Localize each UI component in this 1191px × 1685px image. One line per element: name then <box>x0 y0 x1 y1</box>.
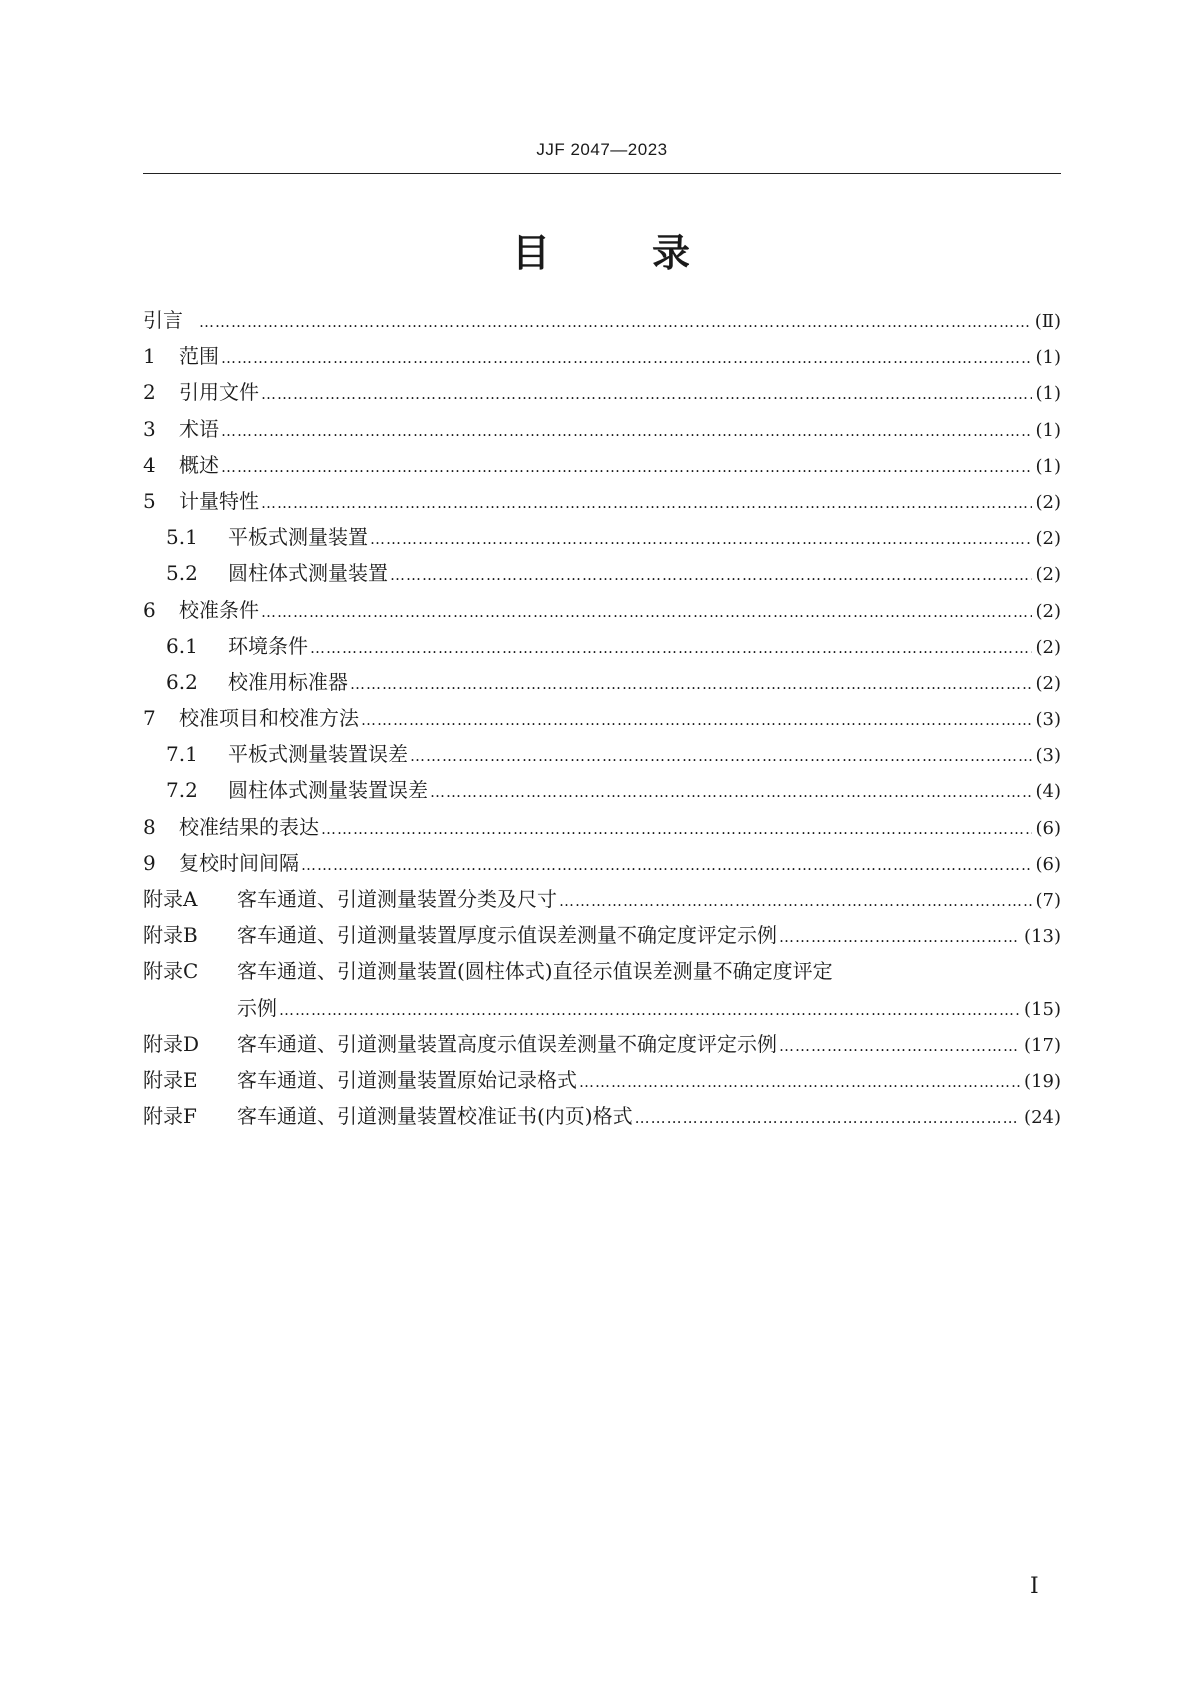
toc-label: 平板式测量装置误差 <box>228 742 408 767</box>
toc-number: 4 <box>143 452 156 477</box>
toc-number: 6.2 <box>166 669 198 694</box>
toc-label: 客车通道、引道测量装置校准证书(内页)格式 <box>237 1104 633 1129</box>
title-char-2: 录 <box>652 231 693 275</box>
toc-page: (4) <box>1035 781 1061 803</box>
toc-entry-7-1[interactable] <box>143 738 1061 774</box>
toc-leader <box>559 892 1032 910</box>
toc-number: 9 <box>143 850 156 875</box>
toc-label: 示例 <box>237 995 277 1020</box>
toc-number: 附录B <box>143 923 198 948</box>
toc-number: 5 <box>143 488 156 513</box>
toc-number: 7.1 <box>166 742 198 767</box>
title-char-1: 目 <box>511 231 552 275</box>
toc-leader <box>430 783 1032 801</box>
toc-label: 范围 <box>179 344 219 369</box>
toc-label: 引用文件 <box>179 380 259 405</box>
toc-entry-8[interactable] <box>143 811 1061 847</box>
toc-page: (15) <box>1024 998 1061 1020</box>
toc-number: 6 <box>143 597 156 622</box>
toc-leader <box>779 1037 1020 1055</box>
toc-label: 计量特性 <box>179 488 259 513</box>
toc-page: (1) <box>1035 383 1061 405</box>
toc-entry-3[interactable] <box>143 413 1061 449</box>
toc-entry-6[interactable] <box>143 594 1061 630</box>
toc-number: 附录D <box>143 1031 200 1056</box>
toc-page: (1) <box>1035 455 1061 477</box>
toc-number: 2 <box>143 380 156 405</box>
toc-entry-9[interactable] <box>143 847 1061 883</box>
toc-page: (1) <box>1035 347 1061 369</box>
toc-page: (Ⅱ) <box>1034 311 1061 332</box>
toc-leader <box>261 494 1032 512</box>
toc-leader <box>321 820 1032 838</box>
toc-entry-4[interactable] <box>143 449 1061 485</box>
toc-leader <box>310 639 1032 657</box>
toc-entry-5[interactable] <box>143 485 1061 521</box>
toc-entry-5-1[interactable] <box>143 521 1061 557</box>
toc-entry-appendix-a[interactable] <box>143 883 1061 919</box>
toc-leader <box>361 711 1032 729</box>
toc-entry-2[interactable] <box>143 376 1061 412</box>
toc-page: (19) <box>1024 1070 1061 1092</box>
toc-leader <box>221 349 1032 367</box>
toc-number: 3 <box>143 416 156 441</box>
toc-label: 客车通道、引道测量装置(圆柱体式)直径示值误差测量不确定度评定 <box>237 959 833 984</box>
toc-label: 校准结果的表达 <box>179 814 319 839</box>
toc-entry-appendix-b[interactable] <box>143 919 1061 955</box>
toc-number: 5.2 <box>166 561 198 586</box>
toc-entry-intro[interactable] <box>143 304 1061 340</box>
toc-entry-appendix-f[interactable] <box>143 1100 1061 1136</box>
toc-label: 平板式测量装置 <box>228 525 368 550</box>
toc-label: 客车通道、引道测量装置分类及尺寸 <box>237 887 557 911</box>
toc-label: 环境条件 <box>228 633 308 658</box>
toc-leader <box>221 458 1032 476</box>
toc-leader <box>635 1109 1020 1127</box>
toc-leader <box>390 566 1032 584</box>
toc-leader <box>410 747 1032 765</box>
toc-page: (2) <box>1035 564 1061 586</box>
toc-page: (13) <box>1024 926 1061 948</box>
table-of-contents <box>143 304 1061 1136</box>
toc-page: (2) <box>1035 600 1061 622</box>
toc-label: 校准用标准器 <box>228 669 348 694</box>
header-rule <box>143 173 1061 174</box>
toc-label: 复校时间间隔 <box>179 850 299 875</box>
toc-entry-5-2[interactable] <box>143 557 1061 593</box>
toc-entry-6-2[interactable] <box>143 666 1061 702</box>
toc-label: 引言 <box>143 308 183 332</box>
toc-page: (24) <box>1024 1107 1061 1129</box>
toc-page: (3) <box>1035 745 1061 767</box>
toc-leader <box>261 385 1032 403</box>
toc-page: (7) <box>1035 890 1061 911</box>
toc-page: (2) <box>1035 636 1061 658</box>
toc-entry-7-2[interactable] <box>143 774 1061 810</box>
toc-label: 概述 <box>179 452 219 477</box>
toc-entry-appendix-c[interactable] <box>143 955 1061 991</box>
toc-label: 圆柱体式测量装置 <box>228 561 388 586</box>
page-number: I <box>1030 1574 1039 1599</box>
toc-number: 8 <box>143 814 156 839</box>
toc-page: (1) <box>1035 419 1061 441</box>
toc-number: 5.1 <box>166 525 198 550</box>
toc-number: 7.2 <box>166 778 198 803</box>
page-title <box>143 222 1061 277</box>
toc-label: 客车通道、引道测量装置原始记录格式 <box>237 1067 577 1092</box>
toc-number: 7 <box>143 706 156 731</box>
toc-label: 圆柱体式测量装置误差 <box>228 778 428 803</box>
toc-leader <box>261 603 1032 621</box>
toc-leader <box>370 530 1032 548</box>
toc-number: 附录E <box>143 1067 198 1092</box>
toc-number: 1 <box>143 344 156 369</box>
toc-entry-6-1[interactable] <box>143 630 1061 666</box>
toc-leader <box>350 675 1032 693</box>
toc-page: (2) <box>1035 528 1061 550</box>
toc-label: 校准条件 <box>179 597 259 622</box>
toc-entry-appendix-e[interactable] <box>143 1064 1061 1100</box>
toc-leader <box>221 422 1032 440</box>
toc-label: 客车通道、引道测量装置高度示值误差测量不确定度评定示例 <box>237 1031 777 1056</box>
toc-leader <box>779 928 1020 946</box>
toc-page: (17) <box>1024 1034 1061 1056</box>
toc-page: (2) <box>1035 672 1061 694</box>
toc-leader <box>279 1001 1020 1019</box>
toc-leader <box>199 313 1031 331</box>
toc-leader <box>579 1073 1020 1091</box>
toc-number: 附录C <box>143 959 199 984</box>
toc-entry-appendix-c-continued[interactable] <box>143 992 1061 1028</box>
toc-number: 附录F <box>143 1104 197 1129</box>
toc-number: 6.1 <box>166 633 198 658</box>
toc-entry-1[interactable] <box>143 340 1061 376</box>
toc-entry-7[interactable] <box>143 702 1061 738</box>
toc-label: 术语 <box>179 416 219 441</box>
toc-page: (6) <box>1035 853 1061 875</box>
toc-leader <box>301 856 1032 874</box>
toc-entry-appendix-d[interactable] <box>143 1028 1061 1064</box>
document-code-header: JJF 2047—2023 <box>536 140 668 159</box>
toc-label: 校准项目和校准方法 <box>179 706 359 731</box>
toc-page: (2) <box>1035 491 1061 513</box>
toc-page: (6) <box>1035 817 1061 839</box>
toc-number: 附录A <box>143 887 198 911</box>
toc-page: (3) <box>1035 709 1061 731</box>
toc-label: 客车通道、引道测量装置厚度示值误差测量不确定度评定示例 <box>237 923 777 948</box>
